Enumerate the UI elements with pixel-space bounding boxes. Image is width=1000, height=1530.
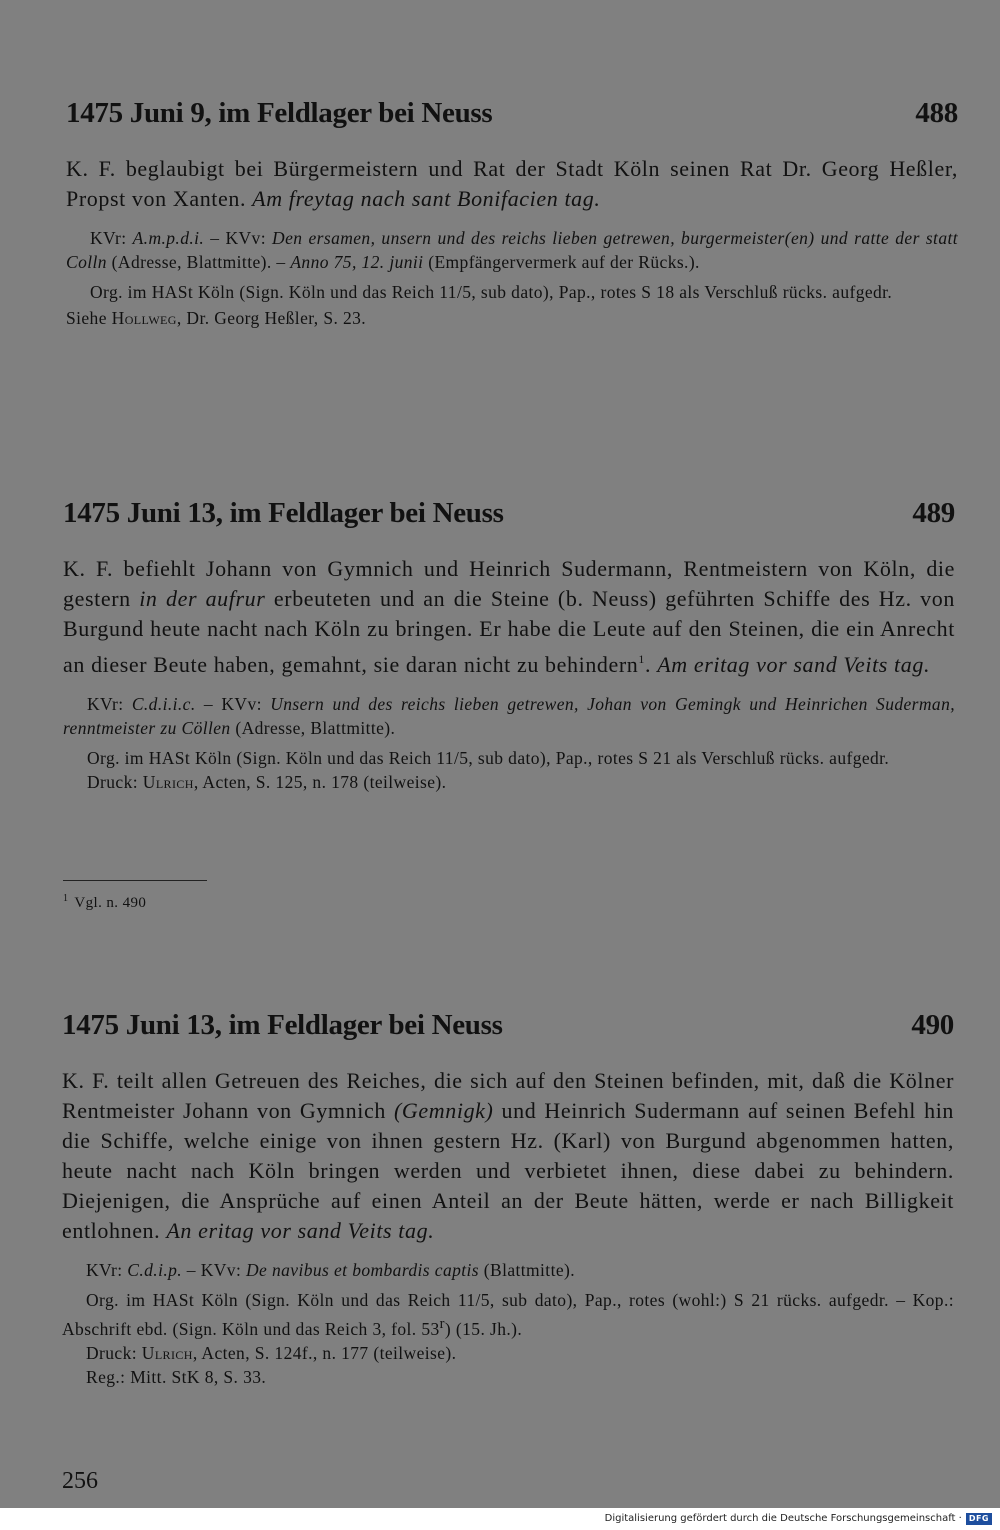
entry-date-place: 1475 Juni 13, im Feldlager bei Neuss [63, 497, 504, 529]
print-author: Ulrich [142, 772, 194, 792]
summary-text: K. F. beglaubigt bei Bürgermeistern und Rat der Stadt Köln seinen Rat Dr. Georg Heßler, Propst von Xanten. [66, 156, 958, 211]
entry-date-place: 1475 Juni 13, im Feldlager bei Neuss [62, 1009, 503, 1041]
document-entry-490 [62, 1002, 954, 1389]
dfg-logo-icon: DFG [966, 1513, 992, 1525]
kvv-text: Den ersamen, unsern und des reichs lieben getrewen, burgermeister(en) und ratte der statt Colln [66, 228, 958, 272]
kvv-text: Unsern und des reichs lieben getrewen, Johan von Gemingk und Heinrichen Suderman, renntmeister zu Cöllen [63, 694, 955, 738]
entry-heading [62, 1002, 954, 1048]
kvr-label: KVr: [90, 228, 133, 248]
entry-date-place: 1475 Juni 9, im Feldlager bei Neuss [66, 97, 493, 129]
kvr-text: C.d.i.i.c. [131, 694, 196, 714]
original-text-2: ) (15. Jh.). [444, 1318, 523, 1339]
reference-rest: , Dr. Georg Heßler, S. 23. [176, 308, 367, 328]
reference-prefix: Siehe [66, 308, 112, 328]
summary-punct: . [645, 652, 658, 677]
original-note: Org. im HASt Köln (Sign. Köln und das Reich 11/5, sub dato), Pap., rotes S 21 als Verschluß rücks. aufgedr. [87, 748, 890, 768]
endorsement-note [66, 226, 958, 274]
entry-number: 489 [912, 497, 955, 529]
footnote-number: 1 [63, 893, 69, 904]
original-sup: r [439, 1316, 445, 1332]
kvv-remark: (Adresse, Blattmitte). [230, 718, 396, 738]
summary-text: K. F. befiehlt Johann von Gymnich und Heinrich Sudermann, Rentmeistern von Köln, die gestern [63, 556, 955, 611]
reference-author: Hollweg [111, 308, 177, 328]
print-rest: , Acten, S. 124f., n. 177 (teilweise). [192, 1342, 457, 1363]
endorsement-note [62, 1258, 954, 1282]
kvv-remark: (Adresse, Blattmitte). – [106, 252, 291, 272]
digitization-footer [605, 1512, 992, 1526]
summary-quote: (Gemnigk) [394, 1098, 494, 1123]
kvr-text: A.m.p.d.i. [132, 228, 205, 248]
kvv-label: – KVv: [204, 228, 273, 248]
summary-dating: Am eritag vor sand Veits tag. [657, 652, 931, 677]
summary-dating: An eritag vor sand Veits tag. [166, 1218, 435, 1243]
summary-dating: Am freytag nach sant Bonifacien tag. [252, 186, 601, 211]
kvv-label: – KVv: [182, 1260, 246, 1280]
entry-summary [62, 1066, 954, 1246]
print-note [62, 1341, 954, 1365]
entry-heading [66, 90, 958, 136]
entry-summary [66, 154, 958, 214]
summary-quote: in der aufrur [139, 586, 266, 611]
endorsement-note [63, 692, 955, 740]
page-number: 256 [62, 1468, 98, 1494]
entry-number: 490 [911, 1009, 954, 1041]
kvr-label: KVr: [87, 694, 132, 714]
print-note [63, 770, 955, 794]
summary-text: K. F. teilt allen Getreuen des Reiches, die sich auf den Steinen befinden, mit, daß die Kölner Rentmeister Johann von Gymnich [62, 1068, 954, 1123]
kvv-remark-2: (Empfängervermerk auf der Rücks.). [423, 252, 700, 272]
reference-note [66, 306, 958, 330]
footnote [63, 889, 146, 913]
document-entry-489 [63, 490, 955, 794]
print-author: Ulrich [141, 1342, 193, 1363]
print-prefix: Druck: [87, 772, 143, 792]
original-note: Org. im HASt Köln (Sign. Köln und das Reich 11/5, sub dato), Pap., rotes S 18 als Verschluß rücks. aufgedr. [90, 282, 893, 302]
kvv-remark: (Blattmitte). [479, 1260, 575, 1280]
footnote-divider [63, 880, 207, 881]
summary-text-2: und Heinrich Sudermann auf seinen Befehl hin die Schiffe, welche einige von ihnen gestern Hz. (Karl) von Burgund abgenommen hatten, heute nacht nach Köln bringen werden und verbietet ihnen, diese dabei zu behindern. Diejenigen, die Ansprüche auf einen Anteil an der Beute hätten, werde er nach Billigkeit entlohnen. [62, 1098, 955, 1243]
original-note [62, 1288, 954, 1341]
summary-text-2: erbeuteten und an die Steine (b. Neuss) geführten Schiffe des Hz. von Burgund heute nacht nach Köln zu bringen. Er habe die Leute auf den Steinen, die ein Anrecht an dieser Beute haben, gemahnt, sie daran nicht zu behindern [63, 586, 955, 677]
kvr-text: C.d.i.p. [127, 1260, 183, 1280]
print-prefix: Druck: [86, 1342, 142, 1363]
footnote-text: Vgl. n. 490 [74, 895, 147, 911]
entry-number: 488 [915, 97, 958, 129]
document-entry-488 [66, 90, 958, 330]
kvr-label: KVr: [86, 1260, 128, 1280]
entry-heading [63, 490, 955, 536]
footnote-reference: 1 [638, 652, 646, 666]
original-text: Org. im HASt Köln (Sign. Köln und das Reich 11/5, sub dato), Pap., rotes (wohl:) S 21 rücks. aufgedr. – Kop.: Abschrift ebd. (Sign. Köln und das Reich 3, fol. 53 [62, 1290, 954, 1339]
regest-note: Reg.: Mitt. StK 8, S. 33. [86, 1366, 267, 1387]
print-rest: , Acten, S. 125, n. 178 (teilweise). [193, 772, 447, 792]
kvv-label: – KVv: [195, 694, 271, 714]
kvv-text: De navibus et bombardis captis [246, 1260, 479, 1280]
kvv-date: Anno 75, 12. junii [290, 252, 424, 272]
footer-text: Digitalisierung gefördert durch die Deutsche Forschungsgemeinschaft · [604, 1513, 962, 1524]
entry-summary [63, 554, 955, 680]
